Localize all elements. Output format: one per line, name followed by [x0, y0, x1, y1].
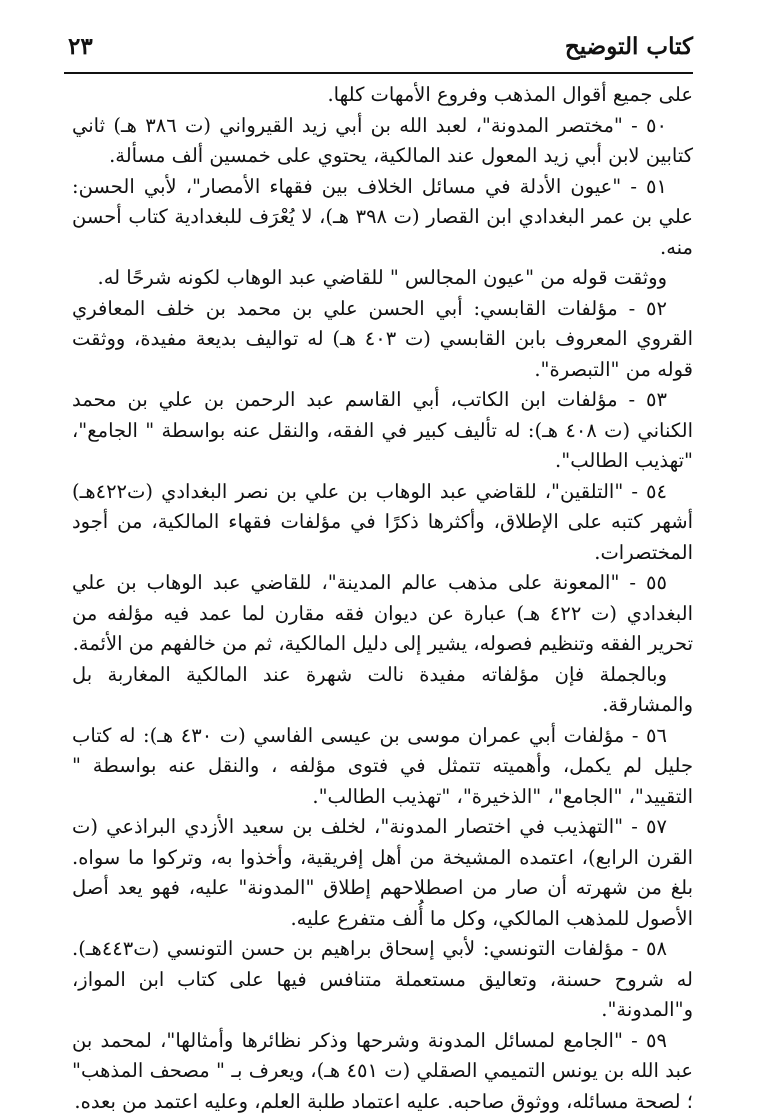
entry-54: ٥٤ - "التلقين"، للقاضي عبد الوهاب بن علي بن نصر البغدادي (ت٤٢٢هـ) أشهر كتبه على الإطلاق، وأكثرها ذكرًا في مؤلفات فقهاء المالكية، من أجود المختصرات. — [72, 477, 693, 569]
entry-55-note: وبالجملة فإن مؤلفاته مفيدة نالت شهرة عند المالكية المغاربة بل والمشارقة. — [72, 660, 693, 721]
paragraph-continuation: على جميع أقوال المذهب وفروع الأمهات كلها. — [72, 80, 693, 111]
book-title: كتاب التوضيح — [565, 32, 693, 62]
entry-56: ٥٦ - مؤلفات أبي عمران موسى بن عيسى الفاسي (ت ٤٣٠ هـ): له كتاب جليل لم يكمل، وأهميته تتمثل في فتوى مؤلفه ، والنقل عنه بواسطة " التقييد"، "الجامع"، "الذخيرة"، "تهذيب الطالب". — [72, 721, 693, 813]
page-number: ٢٣ — [68, 32, 93, 62]
entry-58: ٥٨ - مؤلفات التونسي: لأبي إسحاق براهيم بن حسن التونسي (ت٤٤٣هـ). له شروح حسنة، وتعاليق مستعملة متنافس فيها على كتاب ابن المواز، و"المدونة". — [72, 934, 693, 1026]
entry-59: ٥٩ - "الجامع لمسائل المدونة وشرحها وذكر نظائرها وأمثالها"، لمحمد بن عبد الله بن يونس التميمي الصقلي (ت ٤٥١ هـ)، ويعرف بـ " مصحف المذهب" ؛ لصحة مسائله، ووثوق صاحبه. عليه اعتماد طلبة العلم، وعليه اعتمد من بعده. — [72, 1026, 693, 1117]
entry-51: ٥١ - "عيون الأدلة في مسائل الخلاف بين فقهاء الأمصار"، لأبي الحسن: علي بن عمر البغدادي ابن القصار (ت ٣٩٨ هـ)، لا يُعْرَف للبغدادية كتاب أحسن منه. — [72, 172, 693, 264]
header-rule — [64, 72, 693, 74]
entry-52: ٥٢ - مؤلفات القابسي: أبي الحسن علي بن محمد بن خلف المعافري القروي المعروف بابن القابسي (ت ٤٠٣ هـ) له تواليف بديعة مفيدة، ووثقت قوله من "التبصرة". — [72, 294, 693, 386]
entry-51-note: ووثقت قوله من "عيون المجالس " للقاضي عبد الوهاب لكونه شرحًا له. — [72, 263, 693, 294]
body-text — [72, 80, 693, 1117]
entry-53: ٥٣ - مؤلفات ابن الكاتب، أبي القاسم عبد الرحمن بن علي بن محمد الكناني (ت ٤٠٨ هـ): له تأليف كبير في الفقه، والنقل عنه بواسطة " الجامع"، "تهذيب الطالب". — [72, 385, 693, 477]
entry-50: ٥٠ - "مختصر المدونة"، لعبد الله بن أبي زيد القيرواني (ت ٣٨٦ هـ) ثاني كتابين لابن أبي زيد المعول عند المالكية، يحتوي على خمسين ألف مسألة. — [72, 111, 693, 172]
entry-55: ٥٥ - "المعونة على مذهب عالم المدينة"، للقاضي عبد الوهاب بن علي البغدادي (ت ٤٢٢ هـ) عبارة عن ديوان فقه مقارن لما عمد فيه مؤلفه من تحرير الفقه وتنظيم فصوله، يشير إلى دليل المالكية، ثم من خالفهم من الأئمة. — [72, 568, 693, 660]
running-header — [64, 26, 693, 66]
entry-57: ٥٧ - "التهذيب في اختصار المدونة"، لخلف بن سعيد الأزدي البراذعي (ت القرن الرابع)، اعتمده المشيخة من أهل إفريقية، وأخذوا به، وتركوا ما سواه. بلغ من شهرته أن صار من اصطلاحهم إطلاق "المدونة" عليه، فهو يعد أصل الأصول للمذهب المالكي، وكل ما أُلف متفرع عليه. — [72, 812, 693, 934]
